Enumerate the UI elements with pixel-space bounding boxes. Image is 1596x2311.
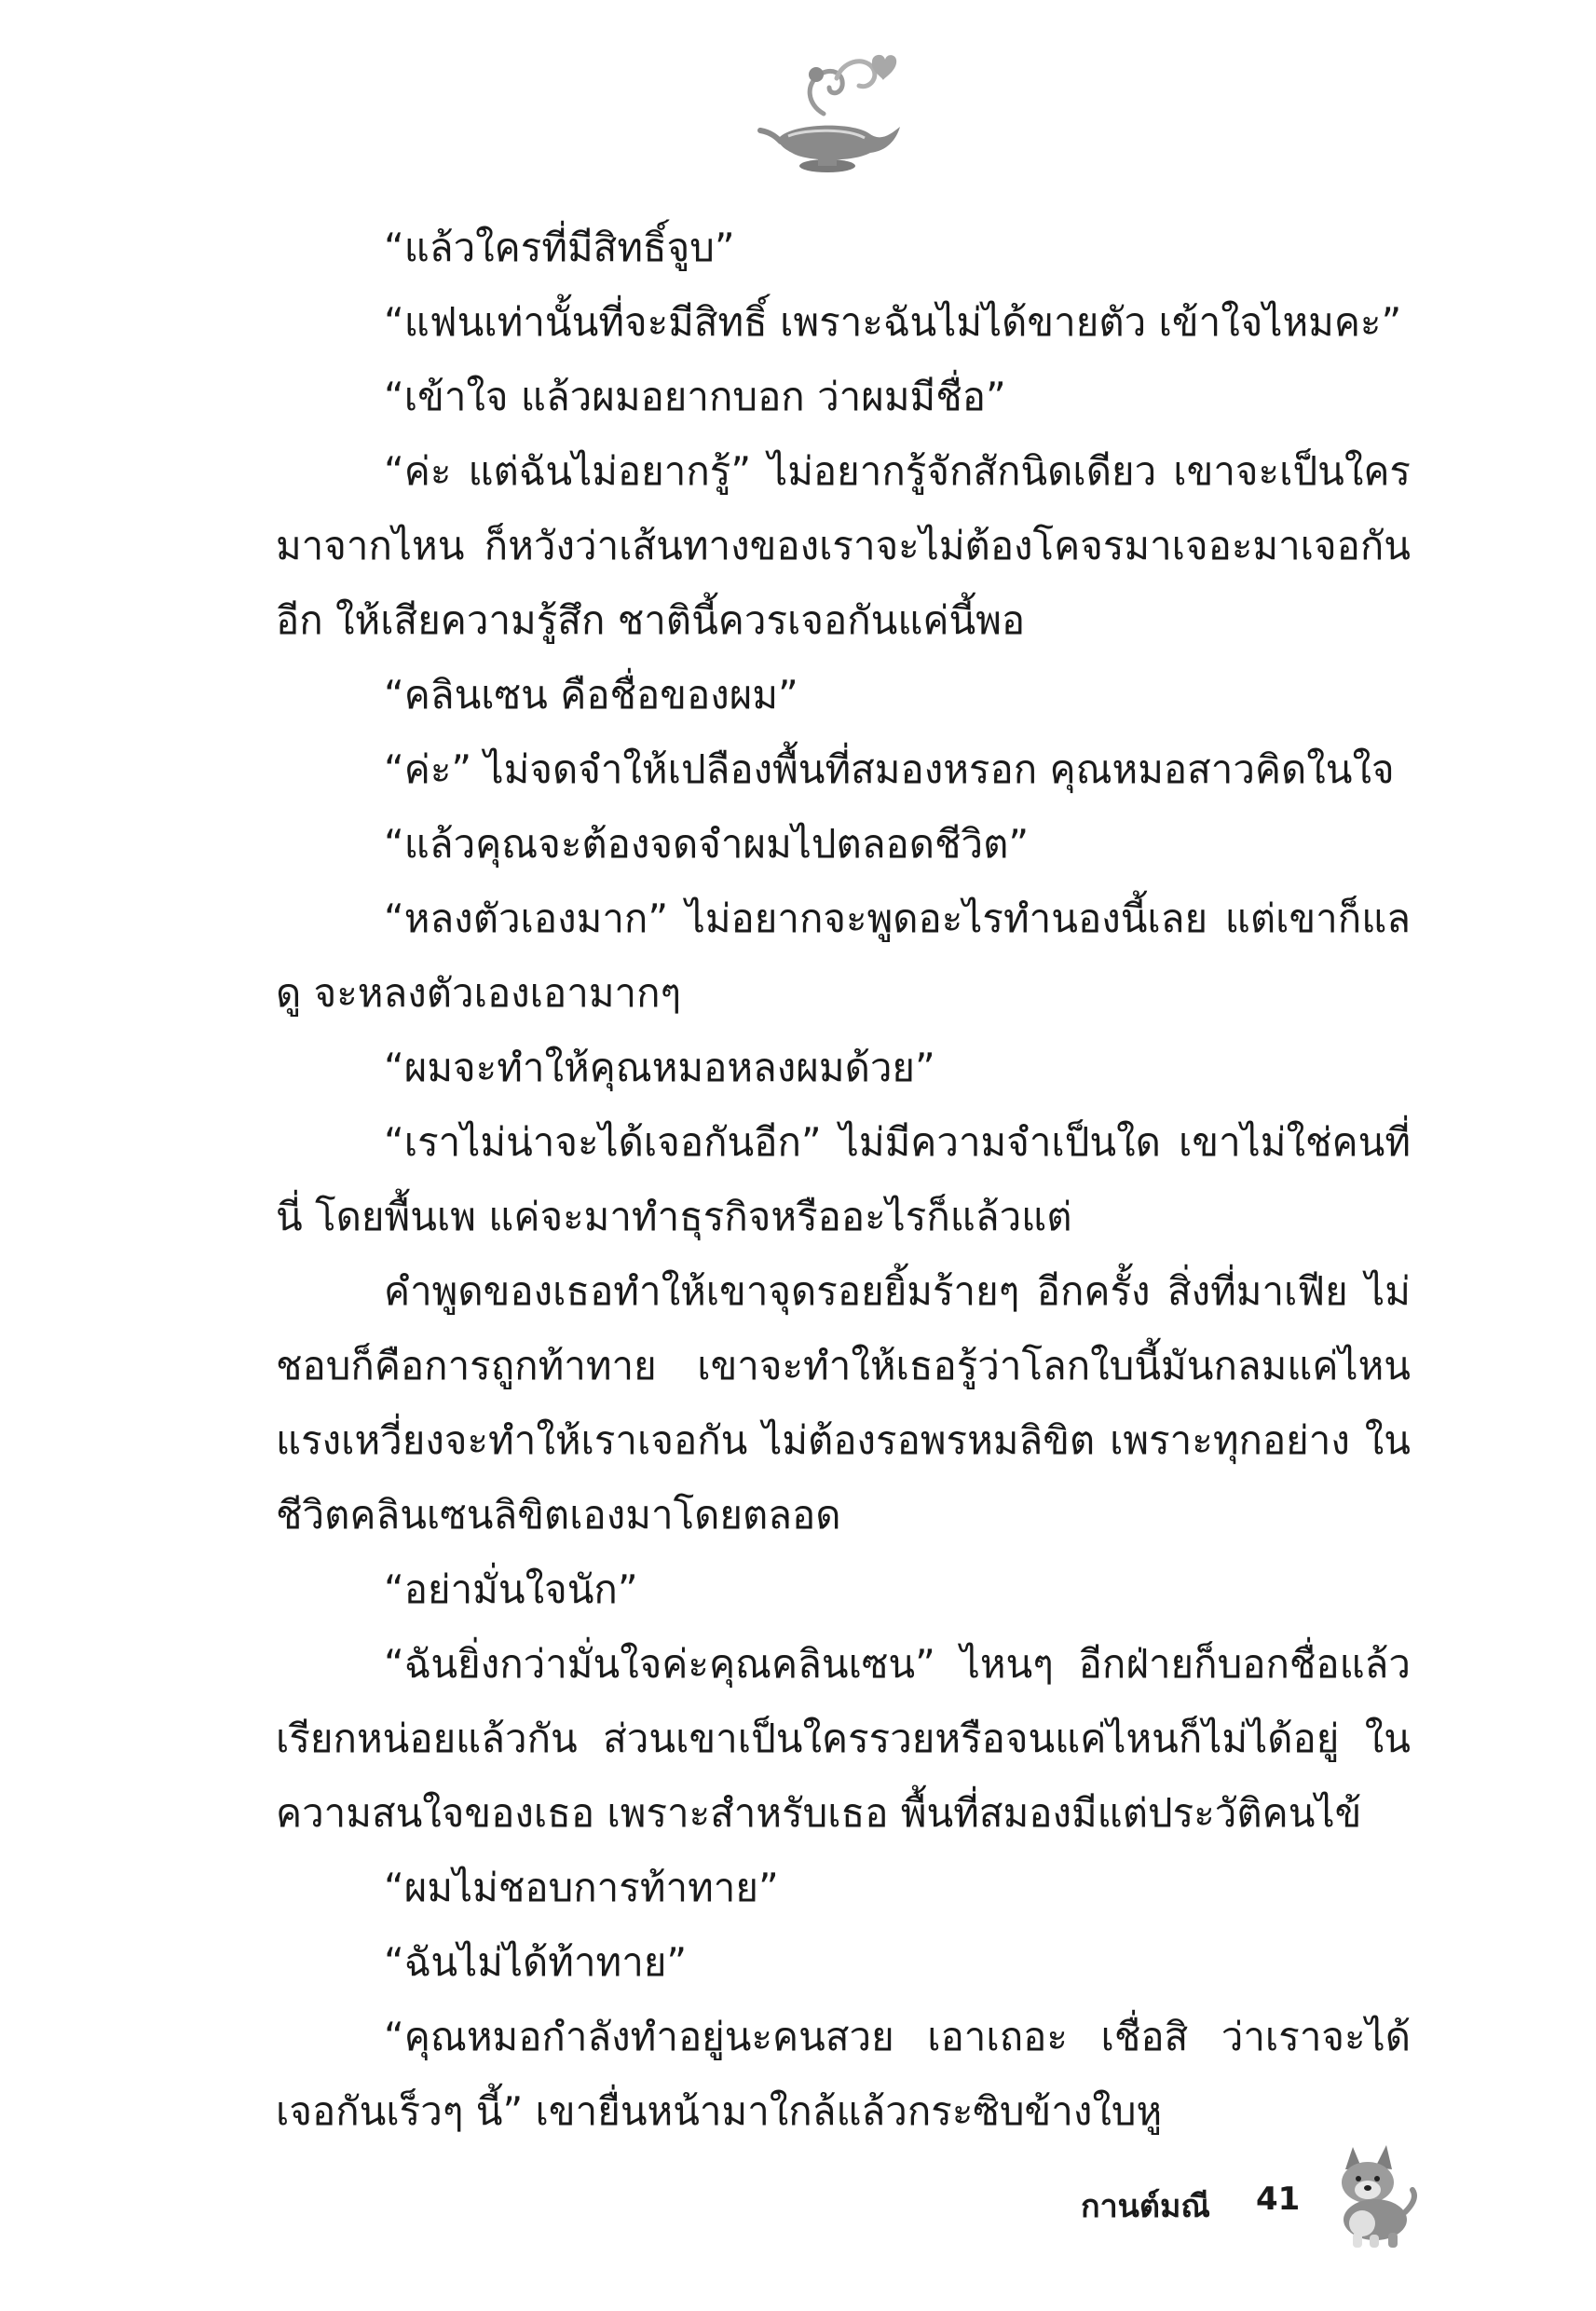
genie-lamp-icon — [751, 48, 909, 179]
page-number: 41 — [1256, 2181, 1301, 2218]
paragraph: “แฟนเท่านั้นที่จะมีสิทธิ์ เพราะฉันไม่ได้ขายตัว เข้าใจไหมคะ” — [384, 299, 1402, 345]
corgi-dog-icon — [1325, 2141, 1418, 2253]
paragraph: “ค่ะ” ไม่จดจำให้เปลืองพื้นที่สมองหรอก คุณหมอสาวคิดในใจ — [384, 746, 1395, 792]
paragraph: “คลินเซน คือชื่อของผม” — [384, 672, 798, 718]
book-title: กานต์มณี — [1081, 2188, 1210, 2225]
paragraph: “เราไม่น่าจะได้เจอกันอีก” ไม่มีความจำเป็นใด เขาไม่ใช่คนที่นี่ โดยพื้นเพ แค่จะมาทำธุรกิจหรืออะไรก็แล้วแต่ — [276, 1119, 1411, 1239]
paragraph: คำพูดของเธอทำให้เขาจุดรอยยิ้มร้ายๆ อีกครั้ง สิ่งที่มาเฟีย ไม่ชอบก็คือการถูกท้าทาย เขาจะทำให้เธอรู้ว่าโลกใบนี้มันกลมแค่ไหน แรงเหวี่ยงจะทำให้เราเจอกัน ไม่ต้องรอพรหมลิขิต เพราะทุกอย่าง ในชีวิตคลินเซนลิขิตเองมาโดยตลอด — [276, 1268, 1411, 1538]
story-body — [276, 211, 1411, 2149]
paragraph: “ฉันยิ่งกว่ามั่นใจค่ะคุณคลินเซน” ไหนๆ อีกฝ่ายก็บอกชื่อแล้ว เรียกหน่อยแล้วกัน ส่วนเขาเป็นใครรวยหรือจนแค่ไหนก็ไม่ได้อยู่ ในความสนใจของเธอ เพราะสำหรับเธอ พื้นที่สมองมีแต่ประวัติคนไข้ — [276, 1641, 1411, 1836]
paragraph: “คุณหมอกำลังทำอยู่นะคนสวย เอาเถอะ เชื่อสิ ว่าเราจะได้ เจอกันเร็วๆ นี้” เขายื่นหน้ามาใกล้แล้วกระซิบข้างใบหู — [276, 2014, 1411, 2134]
paragraph: “แล้วคุณจะต้องจดจำผมไปตลอดชีวิต” — [384, 821, 1030, 867]
paragraph: “ผมไม่ชอบการท้าทาย” — [384, 1865, 779, 1910]
paragraph: “เข้าใจ แล้วผมอยากบอก ว่าผมมีชื่อ” — [384, 374, 1006, 419]
paragraph: “ค่ะ แต่ฉันไม่อยากรู้” ไม่อยากรู้จักสักนิดเดียว เขาจะเป็นใคร มาจากไหน ก็หวังว่าเส้นทางของเราจะไม่ต้องโคจรมาเจอะมาเจอกันอีก ให้เสียความรู้สึก ชาตินี้ควรเจอกันแค่นี้พอ — [276, 448, 1411, 643]
paragraph: “ผมจะทำให้คุณหมอหลงผมด้วย” — [384, 1045, 935, 1090]
paragraph: “หลงตัวเองมาก” ไม่อยากจะพูดอะไรทำนองนี้เลย แต่เขาก็แลดู จะหลงตัวเองเอามากๆ — [276, 896, 1411, 1016]
paragraph: “แล้วใครที่มีสิทธิ์จูบ” — [384, 225, 735, 270]
page-footer — [1081, 2141, 1416, 2263]
paragraph: “อย่ามั่นใจนัก” — [384, 1566, 638, 1612]
paragraph: “ฉันไม่ได้ท้าทาย” — [384, 1939, 688, 1985]
